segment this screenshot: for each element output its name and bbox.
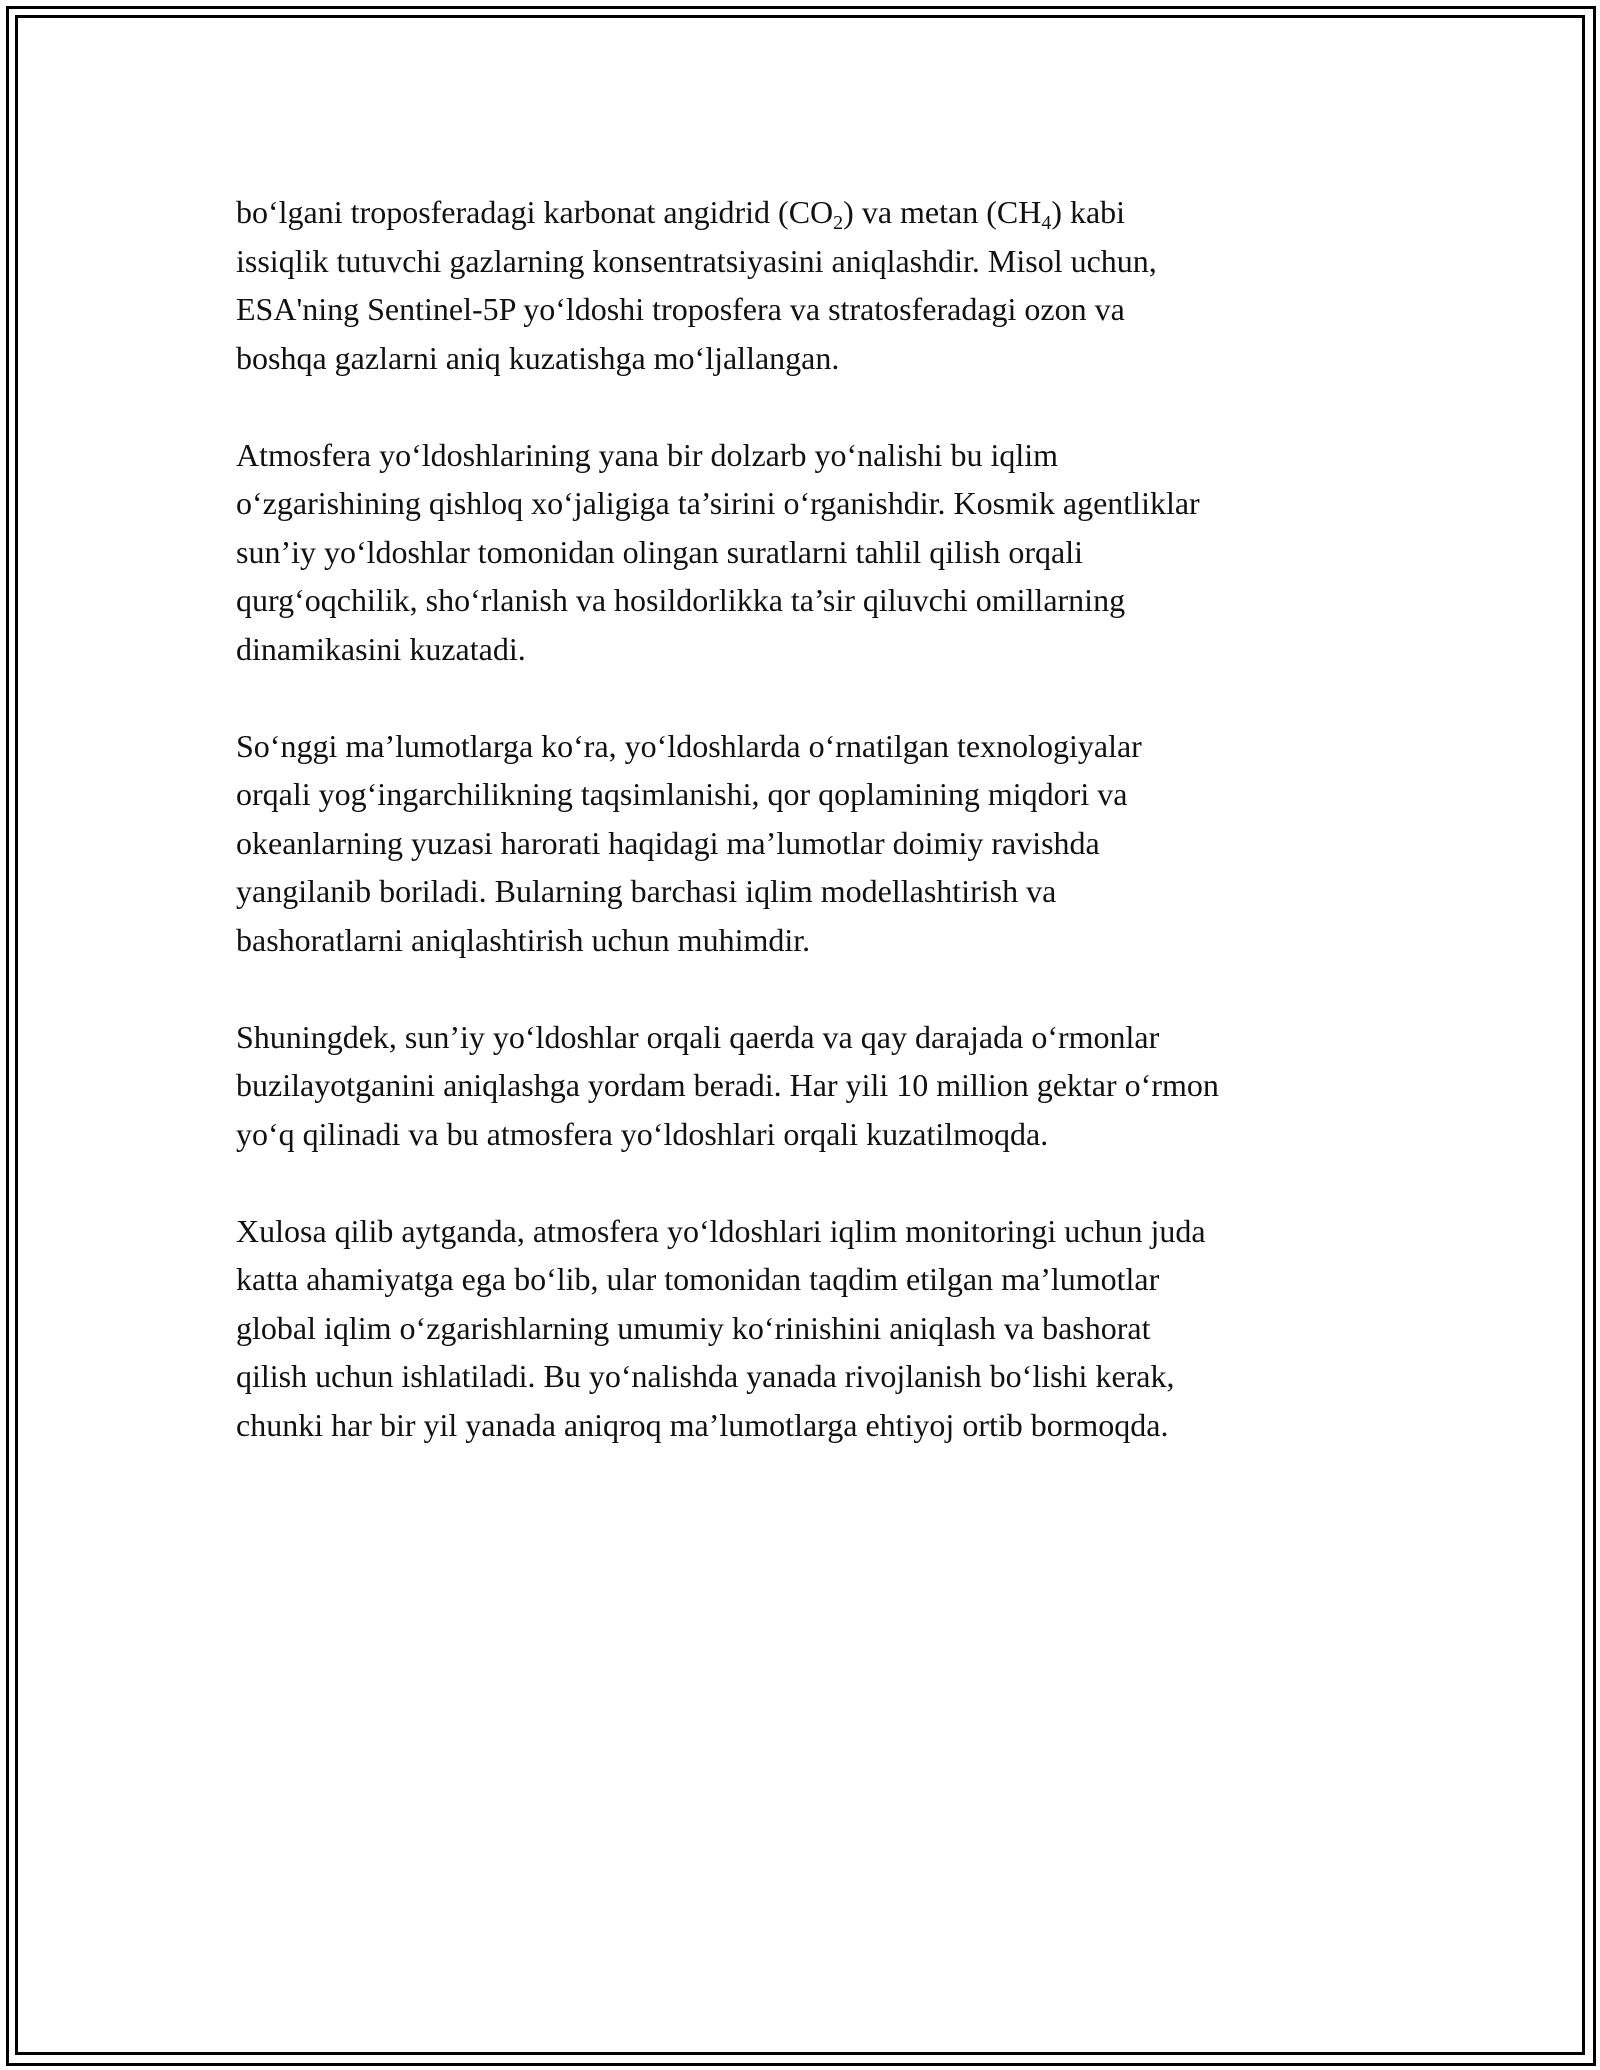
- subscript: 2: [833, 212, 844, 234]
- text-line: orqali yog‘ingarchilikning taqsimlanishi, qor qoplamining miqdori va: [236, 776, 1128, 812]
- text-line: Shuningdek, sun’iy yo‘ldoshlar orqali qaerda va qay darajada o‘rmonlar: [236, 1018, 1160, 1055]
- text-line: So‘nggi ma’lumotlarga ko‘ra, yo‘ldoshlarda o‘rnatilgan texnologiyalar: [236, 727, 1142, 764]
- text-line: buzilayotganini aniqlashga yordam beradi. Har yili 10 million gektar o‘rmon: [236, 1067, 1219, 1103]
- subscript: 4: [1041, 212, 1052, 234]
- text-line: qilish uchun ishlatiladi. Bu yo‘nalishda yanada rivojlanish bo‘lishi kerak,: [236, 1358, 1175, 1394]
- paragraph-2: [236, 431, 1376, 674]
- paragraph-5: [236, 1207, 1376, 1450]
- paragraph-1: [236, 188, 1376, 382]
- text-line: Atmosfera yo‘ldoshlarining yana bir dolzarb yo‘nalishi bu iqlim: [236, 436, 1059, 473]
- text-line: o‘zgarishining qishloq xo‘jaligiga ta’sirini o‘rganishdir. Kosmik agentliklar: [236, 485, 1200, 521]
- document-body: [236, 188, 1376, 1449]
- text-line: dinamikasini kuzatadi.: [236, 630, 526, 667]
- paragraph-3: [236, 722, 1376, 965]
- text-line: ESA'ning Sentinel-5P yo‘ldoshi troposfera va stratosferadagi ozon va: [236, 291, 1125, 327]
- text-line: boshqa gazlarni aniq kuzatishga mo‘ljallangan.: [236, 339, 840, 376]
- text-line: chunki har bir yil yanada aniqroq ma’lumotlarga ehtiyoj ortib bormoqda.: [236, 1406, 1169, 1443]
- text-line: bashoratlarni aniqlashtirish uchun muhimdir.: [236, 921, 811, 958]
- text-line: [236, 188, 1376, 237]
- text-line: okeanlarning yuzasi harorati haqidagi ma’lumotlar doimiy ravishda: [236, 824, 1100, 861]
- text-line: yo‘q qilinadi va bu atmosfera yo‘ldoshlari orqali kuzatilmoqda.: [236, 1115, 1049, 1152]
- text-line: sun’iy yo‘ldoshlar tomonidan olingan suratlarni tahlil qilish orqali: [236, 533, 1083, 570]
- text-run: bo‘lgani troposferadagi karbonat angidrid (CO: [236, 194, 834, 230]
- text-line: global iqlim o‘zgarishlarning umumiy ko‘rinishini aniqlash va bashorat: [236, 1309, 1151, 1346]
- text-run: ) kabi: [1051, 194, 1126, 230]
- text-line: issiqlik tutuvchi gazlarning konsentratsiyasini aniqlashdir. Misol uchun,: [236, 242, 1157, 279]
- text-line: qurg‘oqchilik, sho‘rlanish va hosildorlikka ta’sir qiluvchi omillarning: [236, 582, 1126, 618]
- text-run: ) va metan (CH: [843, 194, 1042, 230]
- text-line: Xulosa qilib aytganda, atmosfera yo‘ldoshlari iqlim monitoringi uchun juda: [236, 1212, 1206, 1249]
- text-line: yangilanib boriladi. Bularning barchasi iqlim modellashtirish va: [236, 873, 1057, 909]
- paragraph-4: [236, 1013, 1376, 1159]
- text-line: katta ahamiyatga ega bo‘lib, ular tomonidan taqdim etilgan ma’lumotlar: [236, 1261, 1160, 1297]
